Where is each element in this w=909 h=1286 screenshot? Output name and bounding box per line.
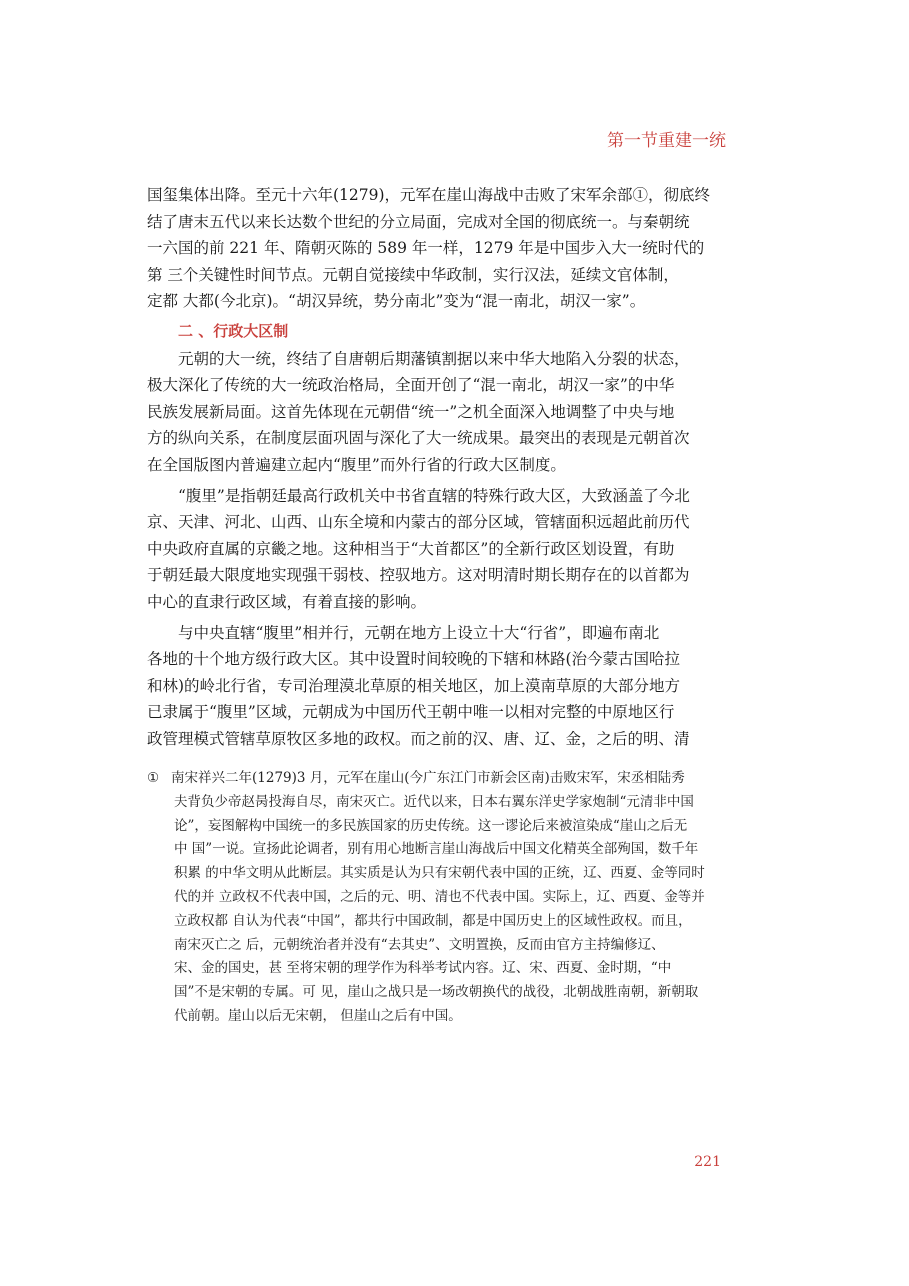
text-line: 国玺集体出降。至元十六年(1279)，元军在崖山海战中击败了宋军余部①，彻底终 [147,186,711,204]
footnote [147,767,732,1029]
paragraph [147,483,727,616]
text-line: 极大深化了传统的大一统政治格局，全面开创了“混一南北，胡汉一家”的中华 [147,376,675,395]
footnote-line: 代前朝。崖山以后无宋朝， 但崖山之后有中国。 [174,1007,462,1024]
text-line: 结了唐末五代以来长达数个世纪的分立局面，完成对全国的彻底统一。与秦朝统 [147,212,690,231]
footnote-line: 夫背负少帝赵昺投海自尽，南宋灭亡。近代以来，日本右翼东洋史学家炮制“元清非中国 [174,793,694,810]
footnote-line: 代的并 立政权不代表中国，之后的元、明、清也不代表中国。实际上，辽、西夏、金等并 [174,888,705,905]
text-line: 京、天津、河北、山西、山东全境和内蒙古的部分区域，管辖面积远超此前历代 [147,513,690,532]
paragraph [147,346,727,479]
footnote-line: 积累 的中华文明从此断层。其实质是认为只有宋朝代表中国的正统，辽、西夏、金等同时 [174,865,705,882]
text-line: 定都 大都(今北京)。“胡汉异统，势分南北”变为“混一南北，胡汉一家”。 [147,292,646,311]
footnote-line: 国”不是宋朝的专属。可 见，崖山之战只是一场改朝换代的战役，北朝战胜南朝，新朝取 [174,984,699,1001]
text-line: 与中央直辖“腹里”相并行，元朝在地方上设立十大“行省”，即遍布南北 [178,623,660,642]
text-line: “腹里”是指朝廷最高行政机关中书省直辖的特殊行政大区，大致涵盖了今北 [178,486,690,505]
text-line: 和林)的岭北行省，专司治理漠北草原的相关地区，加上漠南草原的大部分地方 [147,676,681,695]
text-line: 中央政府直属的京畿之地。这种相当于“大首都区”的全新行政区划设置，有助 [147,539,675,558]
text-line: 已隶属于“腹里”区域，元朝成为中国历代王朝中唯一以相对完整的中原地区行 [147,703,675,722]
text-line: 第 三个关键性时间节点。元朝自觉接续中华政制，实行汉法，延续文官体制， [147,265,679,284]
footnote-line: 中 国”一说。宣扬此论调者，别有用心地断言崖山海战后中国文化精英全部殉国，数千年 [174,841,699,858]
text-line: 中心的直隶行政区域，有着直接的影响。 [147,592,427,611]
text-line: 一六国的前 221 年、隋朝灭陈的 589 年一样，1279 年是中国步入大一统时代的 [147,239,705,258]
text-line: 民族发展新局面。这首先体现在元朝借“统一”之机全面深入地调整了中央与地 [147,402,675,421]
paragraph [147,620,727,753]
paragraph [147,182,727,315]
page-number: 221 [694,1154,721,1170]
text-line: 政管理模式管辖草原牧区多地的政权。而之前的汉、唐、辽、金，之后的明、清 [147,729,690,748]
text-line: 于朝廷最大限度地实现强干弱枝、控驭地方。这对明清时期长期存在的以首都为 [147,566,690,585]
section-heading: 二 、行政大区制 [178,321,289,340]
running-header: 第一节重建一统 [607,131,726,151]
footnote-line: 南宋灭亡之 后，元朝统治者并没有“去其史”、文明置换，反而由官方主持编修辽、 [174,936,665,953]
text-line: 各地的十个地方级行政大区。其中设置时间较晚的下辖和林路(治今蒙古国哈拉 [147,650,681,669]
footnote-line: 立政权都 自认为代表“中国”，都共行中国政制，都是中国历史上的区域性政权。而且， [174,912,692,929]
text-line: 元朝的大一统，终结了自唐朝后期藩镇割据以来中华大地陷入分裂的状态， [178,349,690,368]
footnote-line: ① 南宋祥兴二年(1279)3 月，元军在崖山(今广东江门市新会区南)击败宋军，宋丞相陆秀 [147,767,732,791]
footnote-line: 宋、金的国史，甚 至将宋朝的理学作为科举考试内容。辽、宋、西夏、金时期，“中 [174,960,672,977]
footnote-line: 论”，妄图解构中国统一的多民族国家的历史传统。这一谬论后来被渲染成“崖山之后无 [174,817,688,834]
main-text [147,182,727,752]
footnote-marker: ① [147,770,160,786]
text-line: 方的纵向关系，在制度层面巩固与深化了大一统成果。最突出的表现是元朝首次 [147,429,690,448]
text-line: 在全国版图内普遍建立起内“腹里”而外行省的行政大区制度。 [147,455,566,474]
